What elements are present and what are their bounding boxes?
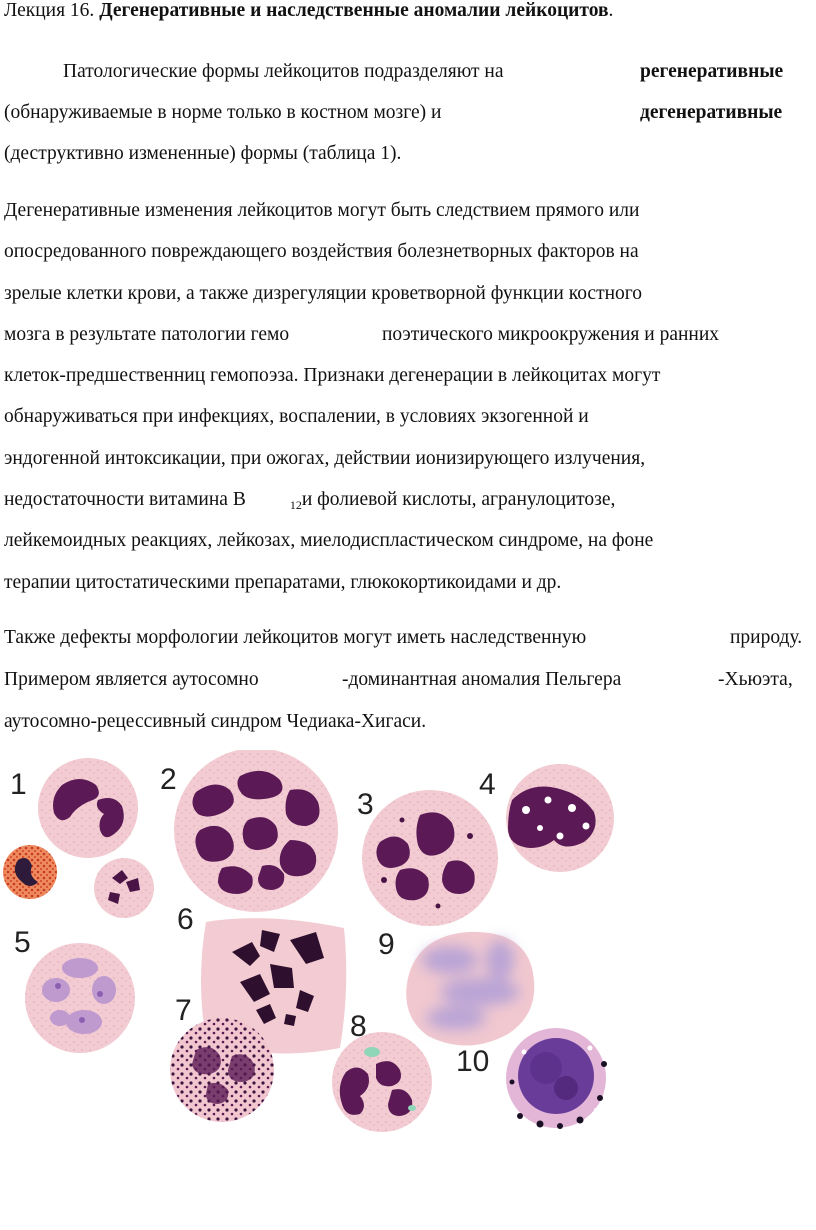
heading-prefix: Лекция 16. bbox=[4, 0, 100, 21]
intro-line-3: (деструктивно измененные) формы (таблица 1). bbox=[4, 143, 402, 164]
heading bbox=[4, 0, 613, 22]
cell-1b-eosinophil bbox=[3, 845, 57, 899]
figure-label-6: 6 bbox=[177, 903, 194, 936]
para3-line: -Хьюэта, bbox=[718, 669, 793, 690]
figure-label-8: 8 bbox=[350, 1010, 367, 1043]
para2-line: терапии цитостатическими препаратами, глюкокортикоидами и др. bbox=[4, 572, 562, 593]
figure-label-9: 9 bbox=[378, 928, 395, 961]
cell-9 bbox=[406, 932, 534, 1046]
figure-label-10: 10 bbox=[456, 1045, 490, 1078]
para3-line: Также дефекты морфологии лейкоцитов могут иметь наследственную bbox=[4, 627, 587, 648]
cell-7 bbox=[170, 1018, 274, 1122]
cell-10 bbox=[506, 1028, 607, 1129]
cell-3 bbox=[362, 790, 498, 926]
para2-line: зрелые клетки крови, а также дизрегуляции кроветворной функции костного bbox=[4, 283, 643, 304]
para2-line-vitamin bbox=[4, 489, 615, 516]
para3-line: аутосомно-рецессивный синдром Чедиака-Хигаси. bbox=[4, 711, 427, 732]
para2-vitamin-text: недостаточности витамина В bbox=[4, 489, 246, 510]
para2-vitamin-subscript: 12 bbox=[289, 498, 302, 512]
para2-line: мозга в результате патологии гемо bbox=[4, 324, 290, 345]
intro-line-1: Патологические формы лейкоцитов подразделяют на bbox=[63, 61, 504, 82]
figure-label-2: 2 bbox=[160, 763, 177, 796]
cell-1c-small bbox=[94, 858, 154, 918]
para2-line: клеток-предшественниц гемопоэза. Признаки дегенерации в лейкоцитах могут bbox=[4, 365, 661, 386]
para3-line: Примером является аутосомно bbox=[4, 669, 259, 690]
para2-vitamin-rest: и фолиевой кислоты, агранулоцитозе, bbox=[301, 489, 616, 510]
para3-line: природу. bbox=[730, 627, 803, 648]
para2-line: опосредованного повреждающего воздействия болезнетворных факторов на bbox=[4, 241, 639, 262]
para2-line: Дегенеративные изменения лейкоцитов могут быть следствием прямого или bbox=[4, 200, 640, 221]
heading-title: Дегенеративные и наследственные аномалии лейкоцитов bbox=[99, 0, 609, 21]
heading-dot: . bbox=[608, 0, 614, 21]
leukocyte-figure bbox=[0, 750, 816, 1150]
figure-label-1: 1 bbox=[10, 768, 27, 801]
cell-8 bbox=[332, 1032, 432, 1132]
cell-1 bbox=[38, 758, 138, 858]
para3-line: -доминантная аномалия Пельгера bbox=[342, 669, 622, 690]
cell-4 bbox=[506, 764, 614, 872]
cell-5 bbox=[25, 943, 135, 1053]
figure-label-4: 4 bbox=[479, 768, 496, 801]
para2-line: обнаруживаться при инфекциях, воспалении, в условиях экзогенной и bbox=[4, 406, 589, 427]
intro-bold-regenerative: регенеративные bbox=[640, 61, 784, 82]
cell-2 bbox=[174, 750, 338, 912]
figure-label-3: 3 bbox=[357, 788, 374, 821]
para2-line: эндогенной интоксикации, при ожогах, действии ионизирующего излучения, bbox=[4, 448, 646, 469]
intro-bold-degenerative: дегенеративные bbox=[640, 102, 783, 123]
intro-line-2: (обнаруживаемые в норме только в костном мозге) и bbox=[4, 102, 442, 123]
figure-label-5: 5 bbox=[14, 926, 31, 959]
para2-line: поэтического микроокружения и ранних bbox=[382, 324, 720, 345]
figure-label-7: 7 bbox=[175, 994, 192, 1027]
para2-line: лейкемоидных реакциях, лейкозах, миелодиспластическом синдроме, на фоне bbox=[4, 530, 654, 551]
